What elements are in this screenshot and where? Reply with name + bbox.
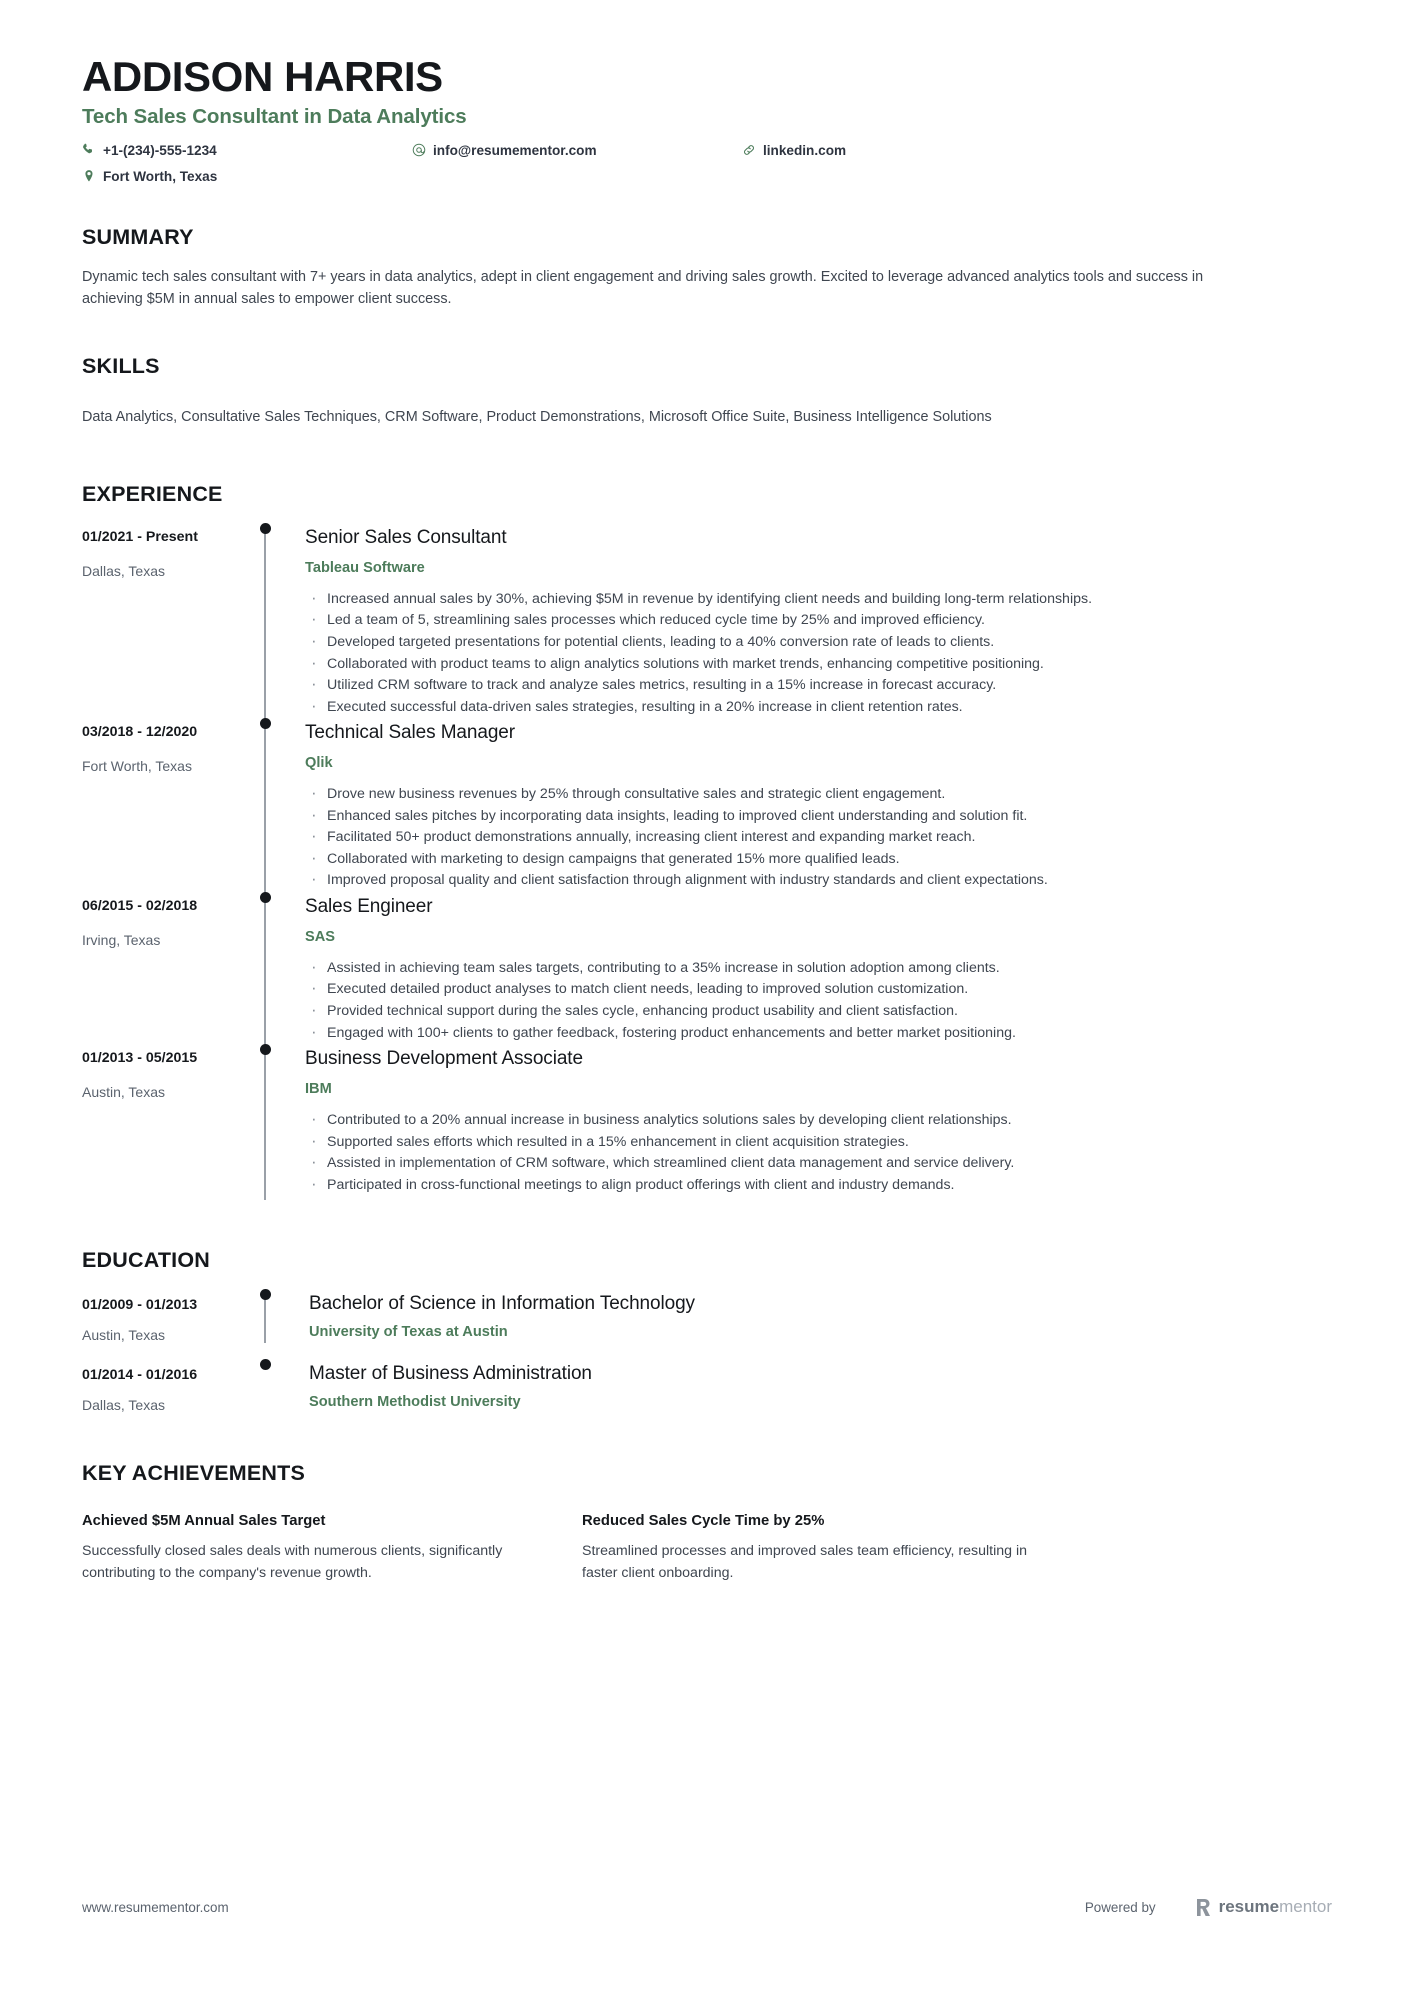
contact-location — [82, 165, 412, 187]
education-entry-location: Austin, Texas — [82, 1327, 166, 1344]
contact-phone-text: +1-(234)-555-1234 — [103, 142, 217, 158]
bullet-item: · Collaborated with marketing to design campaigns that generated 15% more qualified leads. — [305, 849, 1332, 870]
experience-role-title: Technical Sales Manager — [305, 722, 515, 744]
resumementor-wordmark-light: mentor — [1279, 1897, 1332, 1916]
education-entry-dates: 01/2009 - 01/2013 — [82, 1297, 198, 1314]
education-entry-meta — [82, 1293, 249, 1343]
education-school: University of Texas at Austin — [309, 1324, 508, 1341]
contact-phone[interactable] — [82, 139, 412, 161]
bullet-item: · Increased annual sales by 30%, achieving $5M in revenue by identifying client needs and building long-term relationships. — [305, 589, 1332, 610]
experience-role-title: Sales Engineer — [305, 896, 433, 918]
experience-entry-meta — [82, 896, 249, 1048]
key-achievement-description: Streamlined processes and improved sales team efficiency, resulting in faster client onboarding. — [582, 1543, 1028, 1581]
education-entries — [82, 1293, 1332, 1413]
experience-entry-meta — [82, 722, 249, 896]
bullet-item: · Executed detailed product analyses to match client needs, leading to improved solution customization. — [305, 979, 1332, 1000]
experience-entry-location: Austin, Texas — [82, 1084, 166, 1101]
bullet-item: · Supported sales efforts which resulted in a 15% enhancement in client acquisition strategies. — [305, 1132, 1332, 1153]
experience-heading: EXPERIENCE — [82, 481, 223, 506]
experience-company: Qlik — [305, 755, 333, 772]
candidate-name: ADDISON HARRIS — [82, 53, 443, 100]
contact-email[interactable] — [412, 139, 742, 161]
education-school: Southern Methodist University — [309, 1394, 521, 1411]
contact-info — [82, 139, 1092, 187]
bullet-item: · Provided technical support during the sales cycle, enhancing product usability and client satisfaction. — [305, 1001, 1332, 1022]
key-achievements-grid — [82, 1513, 1332, 1584]
key-achievement-title: Reduced Sales Cycle Time by 25% — [582, 1513, 825, 1530]
key-achievements-section — [82, 1461, 1332, 1584]
bullet-item: · Improved proposal quality and client satisfaction through alignment with industry standards and client expectations. — [305, 870, 1332, 891]
skills-text: Data Analytics, Consultative Sales Techniques, CRM Software, Product Demonstrations, Microsoft Office Suite, Business Intelligence Solutions — [82, 409, 992, 426]
page-footer — [82, 1897, 1332, 1917]
resumementor-logo — [1196, 1897, 1332, 1917]
experience-entry-body — [283, 896, 1332, 1048]
experience-company: SAS — [305, 928, 336, 945]
skills-section — [82, 354, 1332, 429]
key-achievement-title: Achieved $5M Annual Sales Target — [82, 1513, 326, 1530]
footer-powered-by-label: Powered by — [1084, 1899, 1156, 1915]
experience-company: Tableau Software — [305, 559, 425, 576]
education-entry-body — [283, 1293, 1332, 1343]
key-achievements-heading: KEY ACHIEVEMENTS — [82, 1461, 306, 1486]
timeline-dot — [260, 1359, 271, 1370]
timeline-line — [264, 896, 266, 1048]
contact-email-text: info@resumementor.com — [433, 142, 597, 158]
experience-entry-location: Irving, Texas — [82, 932, 161, 949]
bullet-item: · Contributed to a 20% annual increase in business analytics solutions sales by developing client relationships. — [305, 1110, 1332, 1131]
link-icon — [742, 143, 756, 157]
experience-entry-dates: 01/2021 - Present — [82, 528, 198, 545]
experience-entry — [82, 896, 1332, 1048]
experience-entry-body — [283, 1048, 1332, 1200]
bullet-item: · Developed targeted presentations for potential clients, leading to a 40% conversion rate of leads to clients. — [305, 632, 1332, 653]
resume-header — [82, 55, 1332, 187]
bullet-item: · Participated in cross-functional meetings to align product offerings with client and industry demands. — [305, 1175, 1332, 1196]
bullet-item: · Facilitated 50+ product demonstrations annually, increasing client interest and expanding market reach. — [305, 827, 1332, 848]
experience-bullets — [305, 784, 1332, 891]
timeline-rail — [249, 722, 283, 896]
contact-location-text: Fort Worth, Texas — [103, 168, 218, 184]
experience-section — [82, 482, 1332, 1200]
phone-icon — [82, 143, 96, 157]
timeline-rail — [249, 527, 283, 722]
experience-bullets — [305, 958, 1332, 1043]
bullet-item: · Collaborated with product teams to align analytics solutions with market trends, enhancing competitive positioning. — [305, 654, 1332, 675]
experience-entry-dates: 06/2015 - 02/2018 — [82, 898, 198, 915]
education-degree: Bachelor of Science in Information Technology — [309, 1293, 695, 1315]
education-entry-meta — [82, 1363, 249, 1413]
timeline-rail — [249, 1293, 283, 1343]
education-heading: EDUCATION — [82, 1248, 211, 1273]
timeline-line — [264, 722, 266, 896]
key-achievement-item — [82, 1513, 582, 1584]
timeline-dot — [260, 1044, 271, 1055]
experience-entry-body — [283, 722, 1332, 896]
experience-bullets — [305, 1110, 1332, 1195]
resumementor-mark-icon — [1196, 1898, 1212, 1917]
contact-linkedin-text: linkedin.com — [763, 142, 847, 158]
experience-entry — [82, 722, 1332, 896]
experience-entry-meta — [82, 1048, 249, 1200]
experience-entries — [82, 527, 1332, 1200]
education-entry — [82, 1363, 1332, 1413]
timeline-rail — [249, 1048, 283, 1200]
footer-branding — [1085, 1897, 1332, 1917]
timeline-rail — [249, 896, 283, 1048]
bullet-item: · Utilized CRM software to track and analyze sales metrics, resulting in a 15% increase in forecast accuracy. — [305, 675, 1332, 696]
education-section — [82, 1248, 1332, 1413]
bullet-item: · Assisted in achieving team sales targets, contributing to a 35% increase in solution adoption among clients. — [305, 958, 1332, 979]
summary-section — [82, 225, 1332, 310]
skills-heading: SKILLS — [82, 354, 160, 379]
timeline-line — [264, 527, 266, 722]
experience-entry-dates: 03/2018 - 12/2020 — [82, 724, 198, 741]
experience-company: IBM — [305, 1081, 332, 1098]
bullet-item: · Drove new business revenues by 25% through consultative sales and strategic client engagement. — [305, 784, 1332, 805]
timeline-line — [264, 1048, 266, 1200]
experience-role-title: Business Development Associate — [305, 1048, 583, 1070]
resumementor-wordmark-bold: resume — [1218, 1897, 1280, 1916]
experience-entry-location: Fort Worth, Texas — [82, 758, 192, 775]
timeline-line — [264, 1293, 266, 1343]
education-degree: Master of Business Administration — [309, 1363, 592, 1385]
candidate-job-title: Tech Sales Consultant in Data Analytics — [82, 105, 467, 129]
summary-text: Dynamic tech sales consultant with 7+ years in data analytics, adept in client engagement and driving sales growth. Excited to leverage advanced analytics tools and success in achieving $5M in annual sales to empower client success. — [82, 269, 1204, 307]
education-entry-location: Dallas, Texas — [82, 1397, 166, 1414]
timeline-dot — [260, 892, 271, 903]
experience-entry-location: Dallas, Texas — [82, 562, 166, 579]
education-entry — [82, 1293, 1332, 1343]
timeline-dot — [260, 718, 271, 729]
summary-heading: SUMMARY — [82, 225, 194, 250]
experience-entry-body — [283, 527, 1332, 722]
key-achievement-description: Successfully closed sales deals with numerous clients, significantly contributing to the company's revenue growth. — [82, 1543, 503, 1581]
experience-bullets — [305, 589, 1332, 718]
education-entry-body — [283, 1363, 1332, 1413]
timeline-dot — [260, 1289, 271, 1300]
timeline-dot — [260, 523, 271, 534]
experience-entry — [82, 527, 1332, 722]
education-entry-dates: 01/2014 - 01/2016 — [82, 1367, 198, 1384]
bullet-item: · Executed successful data-driven sales strategies, resulting in a 20% increase in client retention rates. — [305, 697, 1332, 718]
bullet-item: · Assisted in implementation of CRM software, which streamlined client data management and service delivery. — [305, 1153, 1332, 1174]
bullet-item: · Enhanced sales pitches by incorporating data insights, leading to improved client understanding and solution fit. — [305, 806, 1332, 827]
bullet-item: · Engaged with 100+ clients to gather feedback, fostering product enhancements and better market positioning. — [305, 1023, 1332, 1044]
experience-entry — [82, 1048, 1332, 1200]
key-achievement-item — [582, 1513, 1082, 1584]
contact-linkedin[interactable] — [742, 139, 1072, 161]
experience-role-title: Senior Sales Consultant — [305, 526, 507, 548]
bullet-item: · Led a team of 5, streamlining sales processes which reduced cycle time by 25% and improved efficiency. — [305, 610, 1332, 631]
location-pin-icon — [82, 169, 96, 183]
footer-website-url[interactable]: www.resumementor.com — [82, 1899, 229, 1915]
timeline-rail — [249, 1363, 283, 1413]
email-icon — [412, 143, 426, 157]
experience-entry-meta — [82, 527, 249, 722]
experience-entry-dates: 01/2013 - 05/2015 — [82, 1050, 198, 1067]
